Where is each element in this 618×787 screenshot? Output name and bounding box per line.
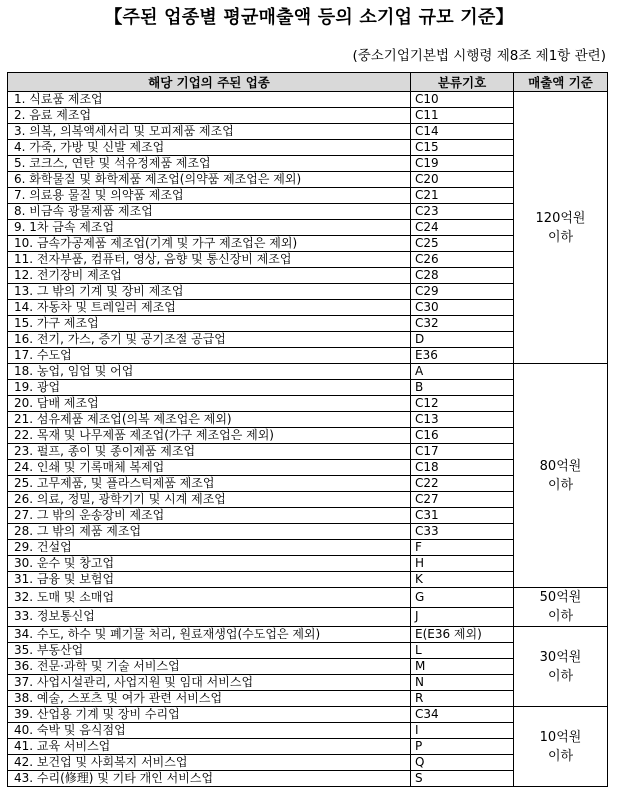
classification-code: Q	[411, 755, 514, 771]
industry-name: 22. 목재 및 나무제품 제조업(가구 제조업은 제외)	[8, 428, 411, 444]
revenue-standard: 80억원 이하	[514, 364, 608, 588]
industry-name: 41. 교육 서비스업	[8, 739, 411, 755]
classification-code: P	[411, 739, 514, 755]
classification-code: K	[411, 572, 514, 588]
industry-name: 39. 산업용 기계 및 장비 수리업	[8, 707, 411, 723]
classification-code: C33	[411, 524, 514, 540]
classification-code: R	[411, 691, 514, 707]
classification-code: J	[411, 607, 514, 627]
industry-name: 9. 1차 금속 제조업	[8, 220, 411, 236]
classification-code: G	[411, 588, 514, 608]
classification-code: C32	[411, 316, 514, 332]
industry-name: 34. 수도, 하수 및 폐기물 처리, 원료재생업(수도업은 제외)	[8, 627, 411, 643]
classification-code: C34	[411, 707, 514, 723]
industry-name: 26. 의료, 정밀, 광학기기 및 시계 제조업	[8, 492, 411, 508]
classification-code: C18	[411, 460, 514, 476]
classification-code: C10	[411, 92, 514, 108]
classification-code: C31	[411, 508, 514, 524]
classification-code: L	[411, 643, 514, 659]
industry-name: 35. 부동산업	[8, 643, 411, 659]
header-code: 분류기호	[411, 73, 514, 92]
industry-name: 29. 건설업	[8, 540, 411, 556]
table-row	[8, 707, 608, 723]
classification-code: B	[411, 380, 514, 396]
industry-name: 3. 의복, 의복액세서리 및 모피제품 제조업	[8, 124, 411, 140]
industry-name: 27. 그 밖의 운송장비 제조업	[8, 508, 411, 524]
industry-name: 15. 가구 제조업	[8, 316, 411, 332]
classification-code: C16	[411, 428, 514, 444]
industry-name: 43. 수리(修理) 및 기타 개인 서비스업	[8, 771, 411, 787]
industry-name: 21. 섬유제품 제조업(의복 제조업은 제외)	[8, 412, 411, 428]
classification-code: M	[411, 659, 514, 675]
revenue-standard: 10억원 이하	[514, 707, 608, 787]
classification-code: H	[411, 556, 514, 572]
industry-name: 12. 전기장비 제조업	[8, 268, 411, 284]
industry-name: 7. 의료용 물질 및 의약품 제조업	[8, 188, 411, 204]
industry-name: 23. 펄프, 종이 및 종이제품 제조업	[8, 444, 411, 460]
classification-code: C22	[411, 476, 514, 492]
classification-code: C27	[411, 492, 514, 508]
revenue-standard: 50억원 이하	[514, 588, 608, 627]
classification-code: I	[411, 723, 514, 739]
classification-code: C17	[411, 444, 514, 460]
industry-name: 2. 음료 제조업	[8, 108, 411, 124]
size-criteria-table	[7, 72, 608, 787]
industry-name: 11. 전자부품, 컴퓨터, 영상, 음향 및 통신장비 제조업	[8, 252, 411, 268]
industry-name: 30. 운수 및 창고업	[8, 556, 411, 572]
classification-code: C23	[411, 204, 514, 220]
industry-name: 19. 광업	[8, 380, 411, 396]
industry-name: 31. 금융 및 보험업	[8, 572, 411, 588]
table-row	[8, 627, 608, 643]
classification-code: C14	[411, 124, 514, 140]
industry-name: 20. 담배 제조업	[8, 396, 411, 412]
industry-name: 16. 전기, 가스, 증기 및 공기조절 공급업	[8, 332, 411, 348]
table-row	[8, 92, 608, 108]
classification-code: C13	[411, 412, 514, 428]
classification-code: C24	[411, 220, 514, 236]
industry-name: 40. 숙박 및 음식점업	[8, 723, 411, 739]
classification-code: C30	[411, 300, 514, 316]
classification-code: D	[411, 332, 514, 348]
classification-code: F	[411, 540, 514, 556]
classification-code: E36	[411, 348, 514, 364]
industry-name: 14. 자동차 및 트레일러 제조업	[8, 300, 411, 316]
industry-name: 5. 코크스, 연탄 및 석유정제품 제조업	[8, 156, 411, 172]
industry-name: 24. 인쇄 및 기록매체 복제업	[8, 460, 411, 476]
industry-name: 32. 도매 및 소매업	[8, 588, 411, 608]
classification-code: C26	[411, 252, 514, 268]
classification-code: C29	[411, 284, 514, 300]
industry-name: 17. 수도업	[8, 348, 411, 364]
industry-name: 28. 그 밖의 제품 제조업	[8, 524, 411, 540]
classification-code: A	[411, 364, 514, 380]
industry-name: 8. 비금속 광물제품 제조업	[8, 204, 411, 220]
header-standard: 매출액 기준	[514, 73, 608, 92]
classification-code: N	[411, 675, 514, 691]
table-row	[8, 364, 608, 380]
industry-name: 37. 사업시설관리, 사업지원 및 임대 서비스업	[8, 675, 411, 691]
industry-name: 36. 전문·과학 및 기술 서비스업	[8, 659, 411, 675]
page-title: 【주된 업종별 평균매출액 등의 소기업 규모 기준】	[104, 7, 514, 28]
table-header-row	[8, 73, 608, 92]
classification-code: E(E36 제외)	[411, 627, 514, 643]
classification-code: C25	[411, 236, 514, 252]
table-body	[8, 92, 608, 787]
industry-name: 42. 보건업 및 사회복지 서비스업	[8, 755, 411, 771]
classification-code: C21	[411, 188, 514, 204]
header-industry: 해당 기업의 주된 업종	[8, 73, 411, 92]
table-row	[8, 588, 608, 608]
revenue-standard: 120억원 이하	[514, 92, 608, 364]
industry-name: 6. 화학물질 및 화학제품 제조업(의약품 제조업은 제외)	[8, 172, 411, 188]
industry-name: 4. 가죽, 가방 및 신발 제조업	[8, 140, 411, 156]
classification-code: C20	[411, 172, 514, 188]
industry-name: 33. 정보통신업	[8, 607, 411, 627]
industry-name: 1. 식료품 제조업	[8, 92, 411, 108]
industry-name: 10. 금속가공제품 제조업(기계 및 가구 제조업은 제외)	[8, 236, 411, 252]
classification-code: C19	[411, 156, 514, 172]
classification-code: C15	[411, 140, 514, 156]
industry-name: 18. 농업, 임업 및 어업	[8, 364, 411, 380]
industry-name: 38. 예술, 스포츠 및 여가 관련 서비스업	[8, 691, 411, 707]
revenue-standard: 30억원 이하	[514, 627, 608, 707]
classification-code: C12	[411, 396, 514, 412]
classification-code: S	[411, 771, 514, 787]
legal-reference: (중소기업기본법 시행령 제8조 제1항 관련)	[352, 48, 606, 64]
classification-code: C28	[411, 268, 514, 284]
industry-name: 25. 고무제품, 및 플라스틱제품 제조업	[8, 476, 411, 492]
classification-code: C11	[411, 108, 514, 124]
industry-name: 13. 그 밖의 기계 및 장비 제조업	[8, 284, 411, 300]
